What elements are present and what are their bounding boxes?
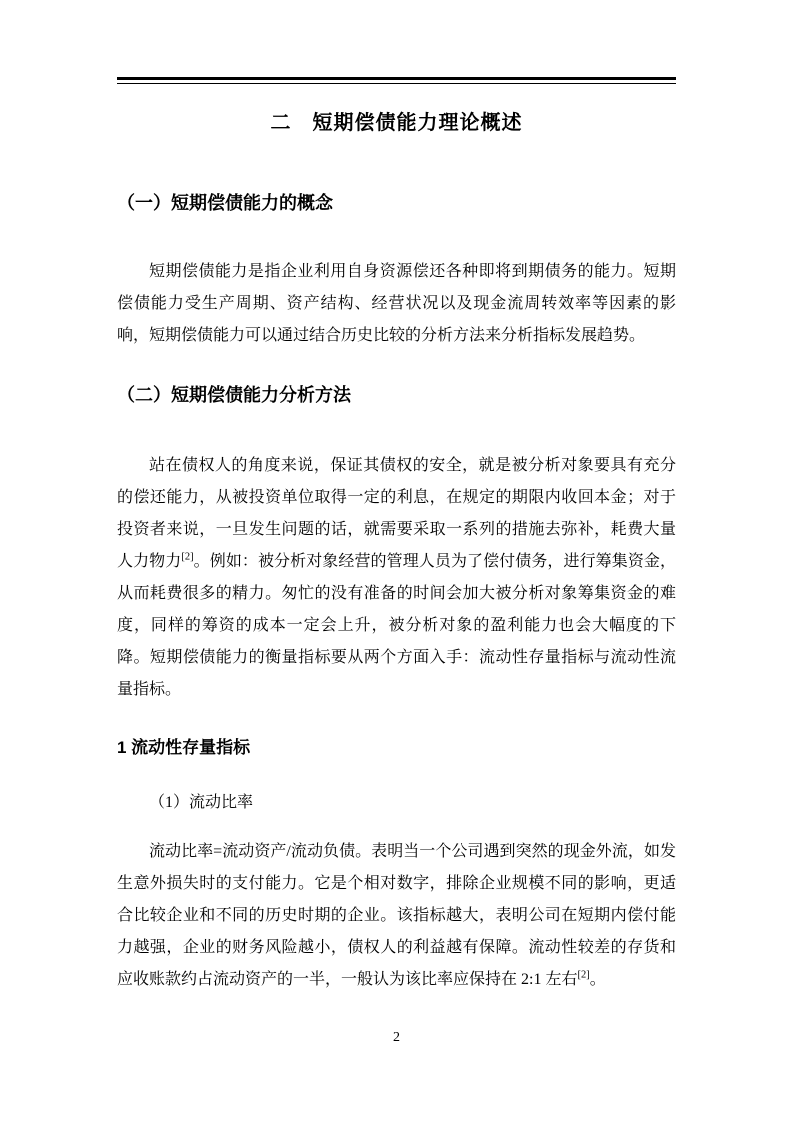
paragraph-analysis-method bbox=[117, 450, 676, 706]
paragraph-analysis-method-text: 站在债权人的角度来说，保证其债权的安全，就是被分析对象要具有充分的偿还能力，从被投资单位取得一定的利息，在规定的期限内收回本金；对于投资者来说，一旦发生问题的话，就需要采取一系列的措施去弥补，耗费大量人力物力 bbox=[117, 457, 676, 570]
header-double-rule bbox=[117, 77, 676, 84]
page-number: 2 bbox=[393, 1030, 400, 1045]
paragraph-analysis-method-text-cont: 。例如：被分析对象经营的管理人员为了偿付债务，进行筹集资金，从而耗费很多的精力。匆忙的没有准备的时间会加大被分析对象筹集资金的难度，同样的筹资的成本一定会上升，被分析对象的盈利能力也会大幅度的下降。短期偿债能力的衡量指标要从两个方面入手：流动性存量指标与流动性流量指标。 bbox=[117, 553, 676, 698]
section-heading-analysis-method: （二）短期偿债能力分析方法 bbox=[117, 385, 351, 405]
reference-marker-2b: [2] bbox=[577, 969, 590, 981]
document-title: 二 短期偿债能力理论概述 bbox=[270, 112, 523, 134]
paragraph-current-ratio-text-cont: 。 bbox=[589, 971, 606, 988]
item-label-current-ratio: （1）流动比率 bbox=[149, 794, 254, 811]
paragraph-current-ratio-text: 流动比率=流动资产/流动负债。表明当一个公司遇到突然的现金外流，如发生意外损失时的支付能力。它是个相对数字，排除企业规模不同的影响，更适合比较企业和不同的历史时期的企业。该指标越大，表明公司在短期内偿付能力越强，企业的财务风险越小，债权人的利益越有保障。流动性较差的存货和应收账款约占流动资产的一半，一般认为该比率应保持在 2:1 左右 bbox=[117, 843, 676, 988]
section-heading-concept: （一）短期偿债能力的概念 bbox=[117, 193, 333, 213]
page-content bbox=[117, 77, 676, 996]
subsection-heading-liquidity-stock-indicators: 1 流动性存量指标 bbox=[117, 738, 251, 757]
paragraph-concept: 短期偿债能力是指企业利用自身资源偿还各种即将到期债务的能力。短期偿债能力受生产周期、资产结构、经营状况以及现金流周转效率等因素的影响，短期偿债能力可以通过结合历史比较的分析方法来分析指标发展趋势。 bbox=[117, 263, 676, 344]
paragraph-current-ratio bbox=[117, 836, 676, 996]
reference-marker-2: [2] bbox=[181, 551, 194, 563]
